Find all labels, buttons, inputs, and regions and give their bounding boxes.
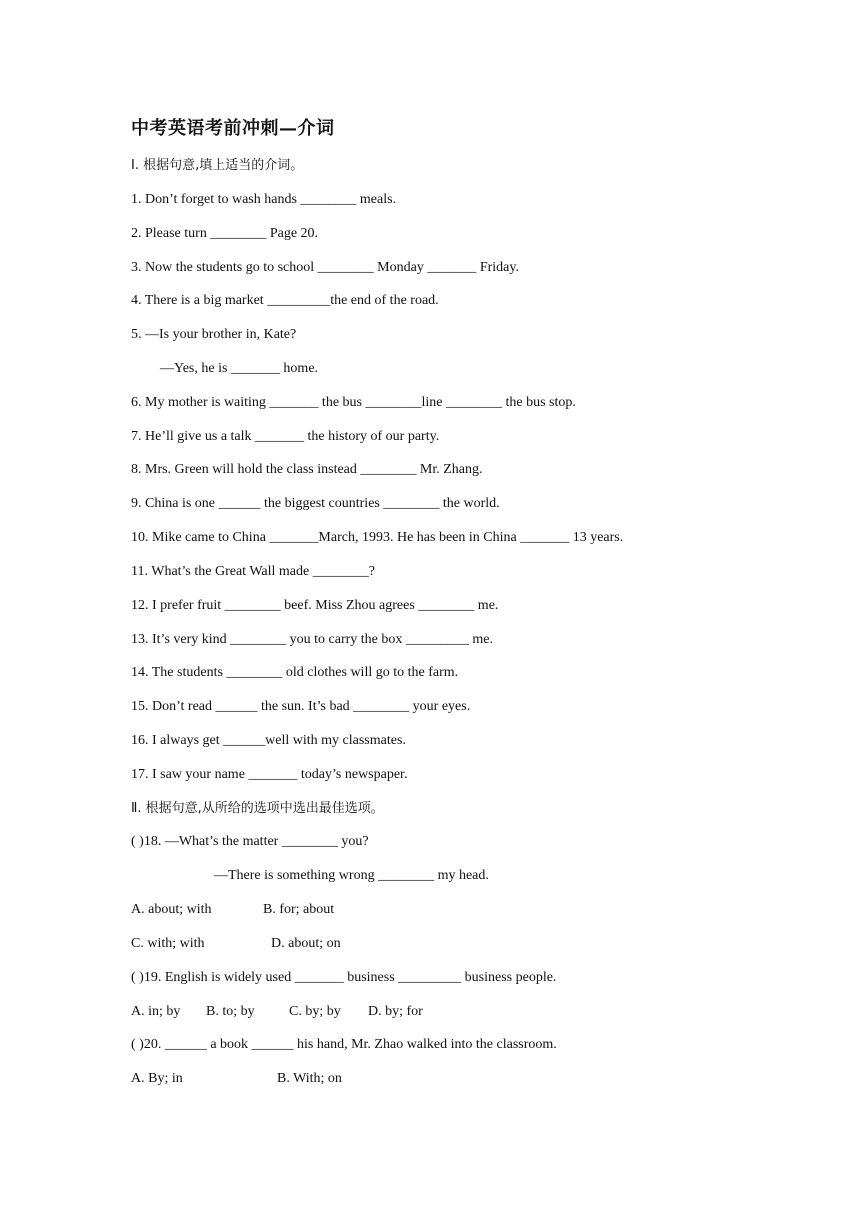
question-19-option-b: B. to; by	[206, 1004, 255, 1019]
question-11: 11. What’s the Great Wall made ________?	[131, 564, 375, 579]
question-19: ( )19. English is widely used _______ business _________ business people.	[131, 970, 557, 985]
question-17: 17. I saw your name _______ today’s newspaper.	[131, 767, 408, 782]
question-19-option-c: C. by; by	[289, 1004, 341, 1019]
question-20-option-b: B. With; on	[277, 1071, 342, 1086]
question-4: 4. There is a big market _________the end of the road.	[131, 293, 439, 308]
question-16: 16. I always get ______well with my classmates.	[131, 733, 406, 748]
question-18-option-a: A. about; with	[131, 902, 212, 917]
question-20: ( )20. ______ a book ______ his hand, Mr. Zhao walked into the classroom.	[131, 1037, 557, 1052]
question-19-option-a: A. in; by	[131, 1004, 181, 1019]
section-1-heading: Ⅰ. 根据句意,填上适当的介词。	[131, 158, 304, 173]
question-13: 13. It’s very kind ________ you to carry the box _________ me.	[131, 632, 494, 647]
question-3: 3. Now the students go to school ________ Monday _______ Friday.	[131, 260, 519, 275]
question-18-reply: —There is something wrong ________ my head.	[214, 868, 489, 883]
question-14: 14. The students ________ old clothes will go to the farm.	[131, 665, 459, 680]
question-19-option-d: D. by; for	[368, 1004, 423, 1019]
question-5: 5. —Is your brother in, Kate?	[131, 327, 297, 342]
question-18-option-b: B. for; about	[263, 902, 335, 917]
question-1: 1. Don’t forget to wash hands ________ meals.	[131, 192, 397, 207]
question-12: 12. I prefer fruit ________ beef. Miss Zhou agrees ________ me.	[131, 598, 499, 613]
question-7: 7. He’ll give us a talk _______ the history of our party.	[131, 429, 440, 444]
question-2: 2. Please turn ________ Page 20.	[131, 226, 319, 241]
question-8: 8. Mrs. Green will hold the class instead ________ Mr. Zhang.	[131, 462, 483, 477]
question-5-reply: —Yes, he is _______ home.	[160, 361, 319, 376]
section-2-heading: Ⅱ. 根据句意,从所给的选项中选出最佳选项。	[131, 801, 384, 816]
question-20-option-a: A. By; in	[131, 1071, 183, 1086]
question-6: 6. My mother is waiting _______ the bus ________line ________ the bus stop.	[131, 395, 576, 410]
question-10: 10. Mike came to China _______March, 1993. He has been in China _______ 13 years.	[131, 530, 624, 545]
question-18: ( )18. —What’s the matter ________ you?	[131, 834, 369, 849]
page-title: 中考英语考前冲刺—介词	[131, 118, 335, 139]
question-9: 9. China is one ______ the biggest countries ________ the world.	[131, 496, 500, 511]
question-18-option-c: C. with; with	[131, 936, 205, 951]
question-18-option-d: D. about; on	[271, 936, 341, 951]
question-15: 15. Don’t read ______ the sun. It’s bad ________ your eyes.	[131, 699, 471, 714]
